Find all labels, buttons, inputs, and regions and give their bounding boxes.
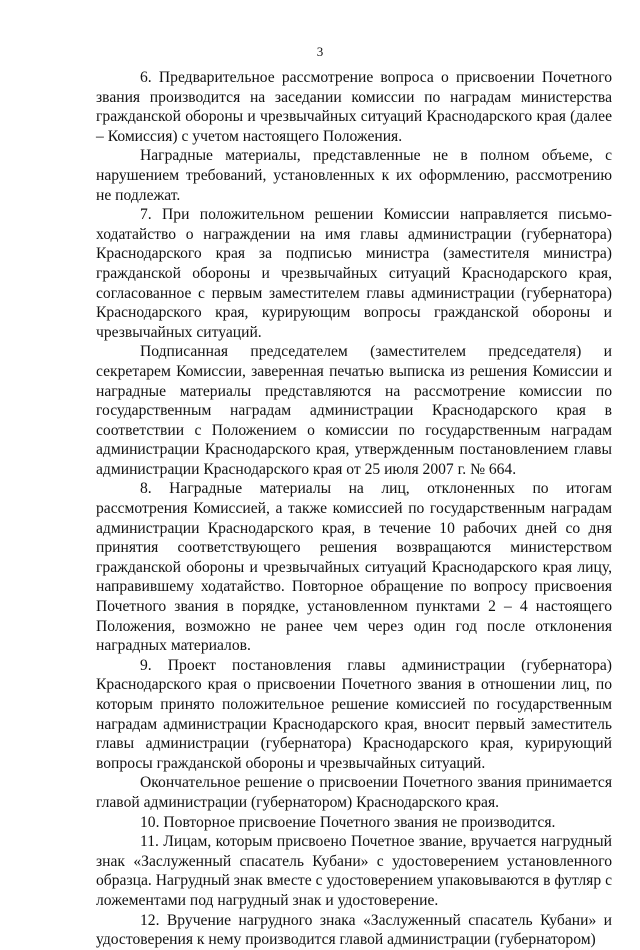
paragraph-signed-extract: Подписанная председателем (заместителем председателя) и секретарем Комиссии, заверенная печатью выписка из решения Комиссии и наградные материалы представляются на рассмотрение комиссии по государственным наградам администрации Краснодарского края в соответствии с Положением о комиссии по государственным наградам администрации Краснодарского края, утвержденным постановлением главы администрации Краснодарского края от 25 июля 2007 г. № 664.: [96, 343, 612, 478]
paragraph-item-12: 12. Вручение нагрудного знака «Заслуженный спасатель Кубани» и удостоверения к нему производится главой администрации (губернатором): [96, 911, 612, 949]
paragraph-item-6: 6. Предварительное рассмотрение вопроса о присвоении Почетного звания производится на заседании комиссии по наградам министерства гражданской обороны и чрезвычайных ситуаций Краснодарского края (далее – Комиссия) с учетом настоящего Положения.: [96, 69, 612, 145]
document-body: [96, 68, 612, 950]
paragraph-item-10: 10. Повторное присвоение Почетного звания не производится.: [140, 813, 556, 831]
paragraph-item-8: 8. Наградные материалы на лиц, отклоненных по итогам рассмотрения Комиссией, а также комиссией по государственным наградам администрации Краснодарского края, в течение 10 рабочих дней со дня принятия соответствующего решения возвращаются министерством гражданской обороны и чрезвычайных ситуаций Краснодарского края лицу, направившему ходатайство. Повторное обращение по вопросу присвоения Почетного звания в порядке, установленном пунктами 2 – 4 настоящего Положения, возможно не ранее чем через один год после отклонения наградных материалов.: [96, 480, 612, 655]
page-number: 3: [316, 44, 324, 59]
paragraph-item-11: 11. Лицам, которым присвоено Почетное звание, вручается нагрудный знак «Заслуженный спасатель Кубани» с удостоверением установленного образца. Нагрудный знак вместе с удостоверением упаковываются в футляр с ложементами под нагрудный знак и удостоверение.: [96, 833, 612, 909]
paragraph-final-decision: Окончательное решение о присвоении Почетного звания принимается главой администрации (губернатором) Краснодарского края.: [96, 774, 612, 811]
paragraph-item-9: 9. Проект постановления главы администрации (губернатора) Краснодарского края о присвоении Почетного звания в отношении лиц, по которым принято положительное решение комиссией по государственным наградам администрации Краснодарского края, вносит первый заместитель главы администрации (губернатора) Краснодарского края, курирующий вопросы гражданской обороны и чрезвычайных ситуаций.: [96, 656, 612, 772]
paragraph-item-7: 7. При положительном решении Комиссии направляется письмо-ходатайство о награждении на имя главы администрации (губернатора) Краснодарского края за подписью министра (заместителя министра) гражданской обороны и чрезвычайных ситуаций Краснодарского края, согласованное с первым заместителем главы администрации (губернатора) Краснодарского края, курирующим вопросы гражданской обороны и чрезвычайных ситуаций.: [96, 206, 612, 341]
paragraph-incomplete-materials: Наградные материалы, представленные не в полном объеме, с нарушением требований, установленных к их оформлению, рассмотрению не подлежат.: [96, 147, 612, 204]
